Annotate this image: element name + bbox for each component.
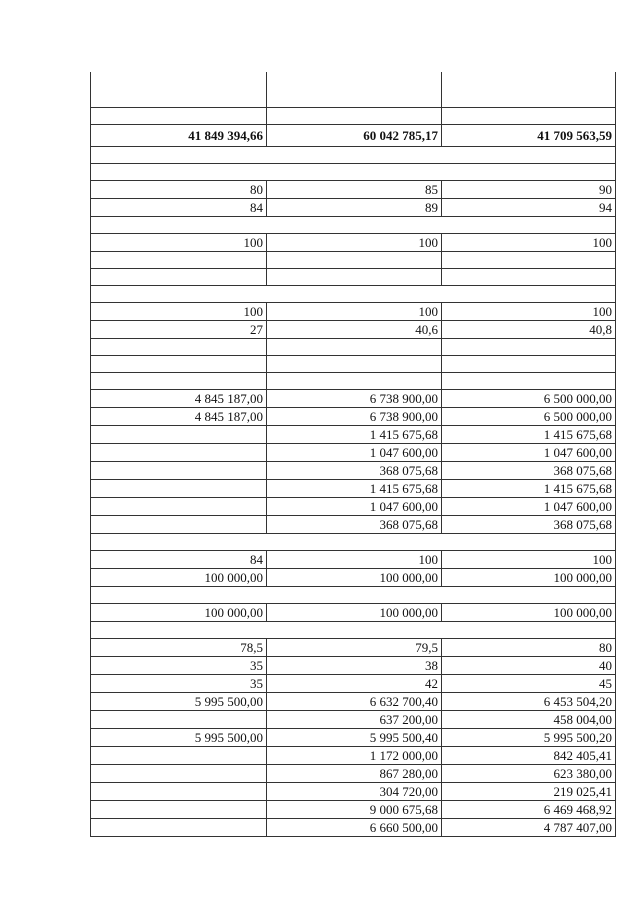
table-row — [91, 710, 616, 728]
table-cell — [91, 818, 267, 836]
table-row — [91, 407, 616, 425]
table-cell: 5 995 500,40 — [267, 728, 442, 746]
table-cell: 40,6 — [267, 320, 442, 338]
table-cell: 100 000,00 — [442, 603, 616, 621]
table-cell: 100 — [91, 233, 267, 251]
table-cell — [91, 710, 267, 728]
table-row — [91, 818, 616, 836]
table-cell — [91, 268, 267, 285]
table-row — [91, 533, 616, 550]
table-cell — [91, 372, 267, 389]
table-row — [91, 90, 616, 107]
table-cell: 368 075,68 — [442, 461, 616, 479]
table-cell — [91, 461, 267, 479]
table-cell — [91, 533, 616, 550]
table-cell: 1 047 600,00 — [267, 443, 442, 461]
table-row — [91, 320, 616, 338]
table-row — [91, 285, 616, 302]
table-cell: 1 415 675,68 — [267, 425, 442, 443]
table-cell: 45 — [442, 674, 616, 692]
table-row — [91, 674, 616, 692]
table-cell: 38 — [267, 656, 442, 674]
table-cell: 6 469 468,92 — [442, 800, 616, 818]
table-cell: 1 047 600,00 — [267, 497, 442, 515]
table-cell: 79,5 — [267, 638, 442, 656]
table-cell: 80 — [442, 638, 616, 656]
table-cell: 4 845 187,00 — [91, 407, 267, 425]
table-cell — [91, 764, 267, 782]
table-row — [91, 443, 616, 461]
table-cell — [91, 90, 267, 107]
table-cell: 84 — [91, 198, 267, 216]
table-cell: 35 — [91, 656, 267, 674]
table-cell: 1 047 600,00 — [442, 443, 616, 461]
table-row — [91, 497, 616, 515]
table-row — [91, 568, 616, 586]
table-cell: 5 995 500,00 — [91, 692, 267, 710]
table-cell — [91, 497, 267, 515]
table-cell — [91, 425, 267, 443]
table-cell — [267, 251, 442, 268]
table-row — [91, 216, 616, 233]
table-cell — [91, 800, 267, 818]
table-cell: 84 — [91, 550, 267, 568]
table-cell — [91, 146, 616, 163]
table-cell — [442, 251, 616, 268]
table-cell: 78,5 — [91, 638, 267, 656]
table-cell: 89 — [267, 198, 442, 216]
table-row — [91, 389, 616, 407]
table-cell — [442, 338, 616, 355]
table-row — [91, 180, 616, 198]
table-cell: 80 — [91, 180, 267, 198]
table-cell: 35 — [91, 674, 267, 692]
table-row — [91, 372, 616, 389]
table-row — [91, 425, 616, 443]
table-cell: 100 — [442, 550, 616, 568]
table-row — [91, 163, 616, 180]
table-row — [91, 233, 616, 251]
table-cell: 41 709 563,59 — [442, 124, 616, 146]
table-row — [91, 782, 616, 800]
table-row — [91, 107, 616, 124]
table-cell: 9 000 675,68 — [267, 800, 442, 818]
table-row — [91, 656, 616, 674]
table-row — [91, 692, 616, 710]
table-cell — [91, 107, 267, 124]
table-cell: 5 995 500,00 — [91, 728, 267, 746]
table-cell: 867 280,00 — [267, 764, 442, 782]
table-row — [91, 251, 616, 268]
table-cell: 100 000,00 — [267, 603, 442, 621]
table-cell: 6 632 700,40 — [267, 692, 442, 710]
table-cell: 6 453 504,20 — [442, 692, 616, 710]
table-cell: 6 738 900,00 — [267, 407, 442, 425]
table-cell: 368 075,68 — [267, 515, 442, 533]
table-cell: 100 — [91, 302, 267, 320]
table-cell: 41 849 394,66 — [91, 124, 267, 146]
table-cell: 1 415 675,68 — [442, 479, 616, 497]
table-row — [91, 764, 616, 782]
table-cell — [442, 72, 616, 90]
table-cell: 4 787 407,00 — [442, 818, 616, 836]
table-cell: 100 000,00 — [91, 568, 267, 586]
table-cell: 6 660 500,00 — [267, 818, 442, 836]
table-cell — [91, 216, 616, 233]
table-cell: 6 738 900,00 — [267, 389, 442, 407]
table-cell: 40 — [442, 656, 616, 674]
table-cell — [267, 107, 442, 124]
table-row — [91, 461, 616, 479]
table-cell: 368 075,68 — [442, 515, 616, 533]
table-row — [91, 800, 616, 818]
table-cell — [267, 268, 442, 285]
table-cell: 94 — [442, 198, 616, 216]
table-cell: 458 004,00 — [442, 710, 616, 728]
table-cell — [442, 107, 616, 124]
table-row — [91, 621, 616, 638]
table-cell: 100 — [267, 302, 442, 320]
table-cell — [267, 338, 442, 355]
table-row — [91, 355, 616, 372]
table-cell: 4 845 187,00 — [91, 389, 267, 407]
table-cell — [267, 372, 442, 389]
table-cell: 368 075,68 — [267, 461, 442, 479]
table-cell: 90 — [442, 180, 616, 198]
table-row — [91, 302, 616, 320]
table-cell — [267, 355, 442, 372]
table-row — [91, 746, 616, 764]
table-cell: 1 172 000,00 — [267, 746, 442, 764]
table-row — [91, 515, 616, 533]
table-row — [91, 586, 616, 603]
table-cell: 40,8 — [442, 320, 616, 338]
table-cell — [442, 372, 616, 389]
table-cell: 623 380,00 — [442, 764, 616, 782]
table-cell: 842 405,41 — [442, 746, 616, 764]
table-cell: 1 047 600,00 — [442, 497, 616, 515]
table-cell: 100 — [267, 233, 442, 251]
table-row — [91, 72, 616, 90]
table-cell: 5 995 500,20 — [442, 728, 616, 746]
table-row — [91, 146, 616, 163]
table-cell — [442, 268, 616, 285]
table-cell — [91, 782, 267, 800]
table-cell — [91, 479, 267, 497]
table-cell: 100 — [267, 550, 442, 568]
table-cell: 637 200,00 — [267, 710, 442, 728]
data-table — [90, 72, 616, 837]
table-cell: 6 500 000,00 — [442, 407, 616, 425]
table-cell: 6 500 000,00 — [442, 389, 616, 407]
table-cell — [91, 586, 616, 603]
table-row — [91, 268, 616, 285]
table-row — [91, 728, 616, 746]
table-cell — [91, 515, 267, 533]
table-cell — [91, 285, 616, 302]
table-cell: 27 — [91, 320, 267, 338]
table-cell: 85 — [267, 180, 442, 198]
table-cell — [91, 72, 267, 90]
table-cell: 100 000,00 — [91, 603, 267, 621]
table-cell — [91, 355, 267, 372]
table-cell — [91, 338, 267, 355]
table-row — [91, 198, 616, 216]
table-cell — [442, 355, 616, 372]
table-cell: 100 — [442, 302, 616, 320]
table-cell — [91, 163, 616, 180]
table-cell: 1 415 675,68 — [267, 479, 442, 497]
table-cell: 60 042 785,17 — [267, 124, 442, 146]
table-cell — [267, 90, 442, 107]
table-cell: 100 000,00 — [442, 568, 616, 586]
table-row — [91, 124, 616, 146]
table-cell — [91, 443, 267, 461]
table-row — [91, 338, 616, 355]
table-cell: 219 025,41 — [442, 782, 616, 800]
table-body — [91, 72, 616, 836]
table-cell: 304 720,00 — [267, 782, 442, 800]
table-cell — [91, 621, 616, 638]
table-cell: 100 — [442, 233, 616, 251]
table-row — [91, 479, 616, 497]
table-cell: 42 — [267, 674, 442, 692]
table-cell — [442, 90, 616, 107]
table-cell — [91, 746, 267, 764]
table-cell — [91, 251, 267, 268]
table-cell: 1 415 675,68 — [442, 425, 616, 443]
table-cell: 100 000,00 — [267, 568, 442, 586]
table-row — [91, 550, 616, 568]
table-cell — [267, 72, 442, 90]
table-row — [91, 603, 616, 621]
table-row — [91, 638, 616, 656]
